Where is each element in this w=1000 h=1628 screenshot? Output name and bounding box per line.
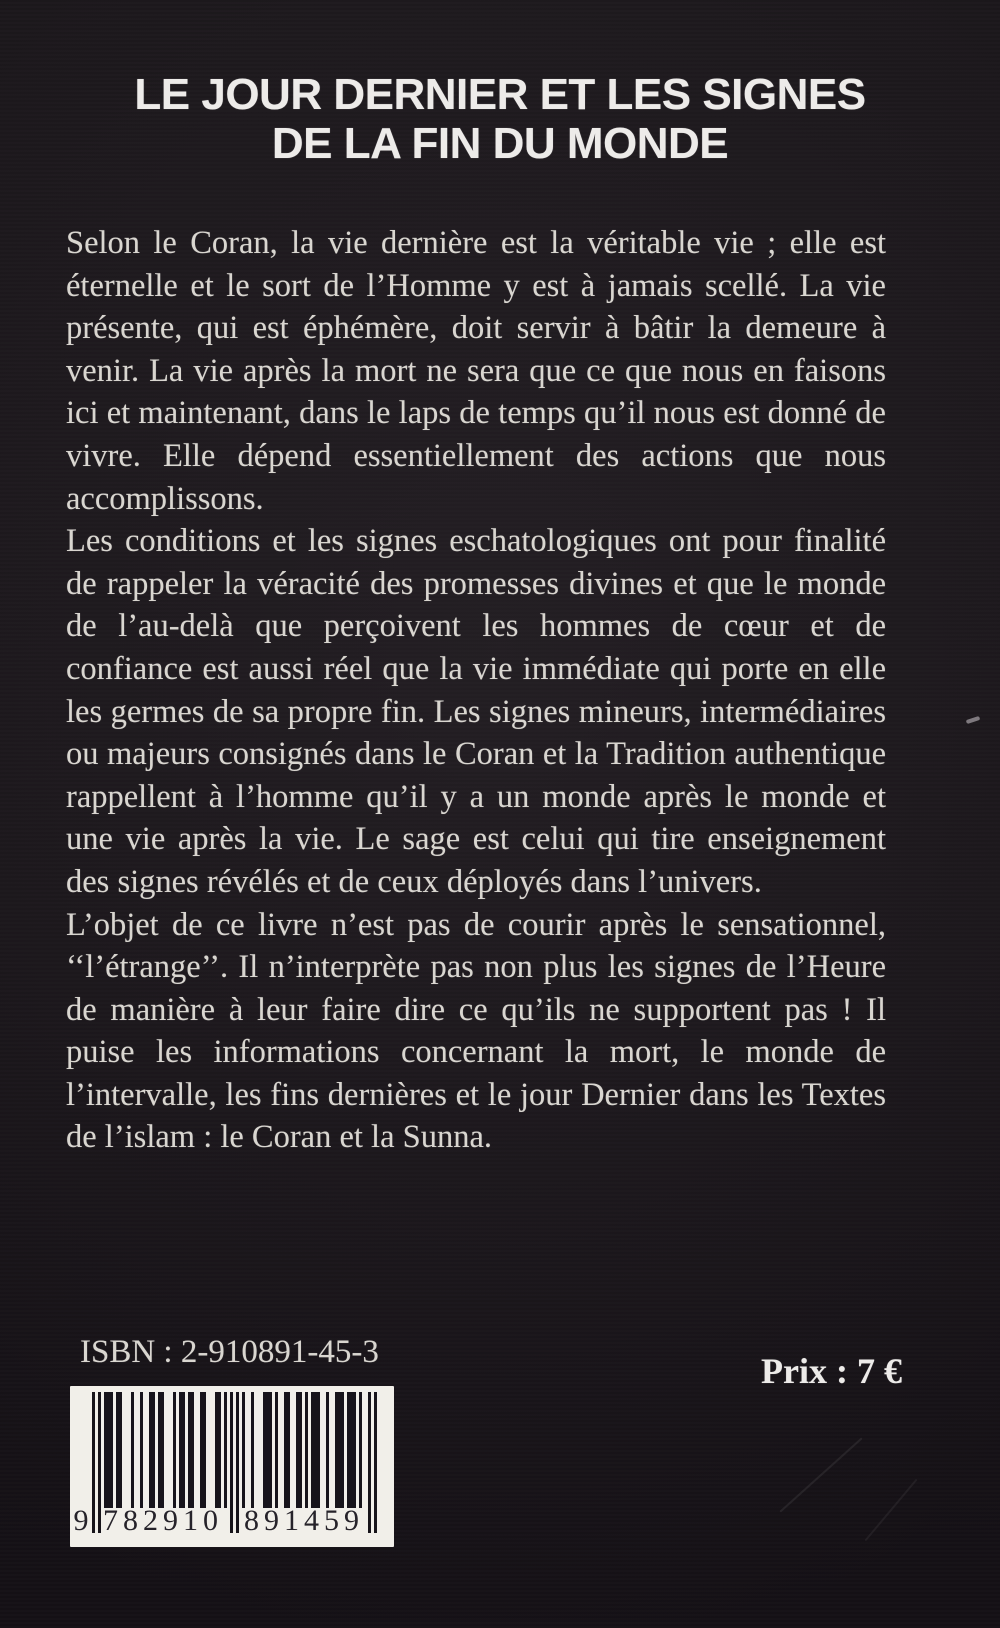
barcode-digits-right: 891459 [244,1504,364,1537]
scratch-mark [865,1479,918,1542]
scratch-mark [779,1437,862,1512]
book-title-line1: LE JOUR DERNIER ET LES SIGNES [134,70,866,119]
book-title-line2: DE LA FIN DU MONDE [271,119,729,168]
barcode-digits-left: 782910 [103,1504,223,1537]
book-title [0,70,1000,168]
back-cover-synopsis [66,222,886,1159]
synopsis-paragraph-1: Selon le Coran, la vie dernière est la véritable vie ; elle est éternelle et le sort de l’Homme y est à jamais scellé. La vie présente, qui est éphémère, doit servir à bâtir la demeure à venir. La vie après la mort ne sera que ce que nous en faisons ici et maintenant, dans le laps de temps qu’il nous est donné de vivre. Elle dépend essentiellement des actions que nous accomplissons. [66,225,886,517]
isbn-label: ISBN : 2-910891-45-3 [80,1334,379,1370]
synopsis-paragraph-3: L’objet de ce livre n’est pas de courir après le sensationnel, ‘‘l’étrange’’. Il n’interprète pas non plus les signes de l’Heure de manière à leur faire dire ce qu’ils ne supportent pas ! Il puise les informations concernant la mort, le monde de l’intervalle, les fins dernières et le jour Dernier dans les Textes de l’islam : le Coran et la Sunna. [66,906,886,1156]
price-label: Prix : 7 € [761,1351,902,1391]
barcode-digit-first: 9 [73,1504,89,1537]
synopsis-paragraph-2: Les conditions et les signes eschatologiques ont pour finalité de rappeler la véracité des promesses divines et que le monde de l’au-delà que perçoivent les hommes de cœur et de confiance est aussi réel que la vie immédiate qui porte en elle les germes de sa propre fin. Les signes mineurs, intermédiaires ou majeurs consignés dans le Coran et la Tradition authentique rappellent à l’homme qu’il y a un monde après le monde et une vie après la vie. Le sage est celui qui tire enseignement des signes révélés et de ceux déployés dans l’univers. [66,523,886,900]
ean13-barcode [70,1386,394,1547]
scratch-mark [966,716,981,724]
